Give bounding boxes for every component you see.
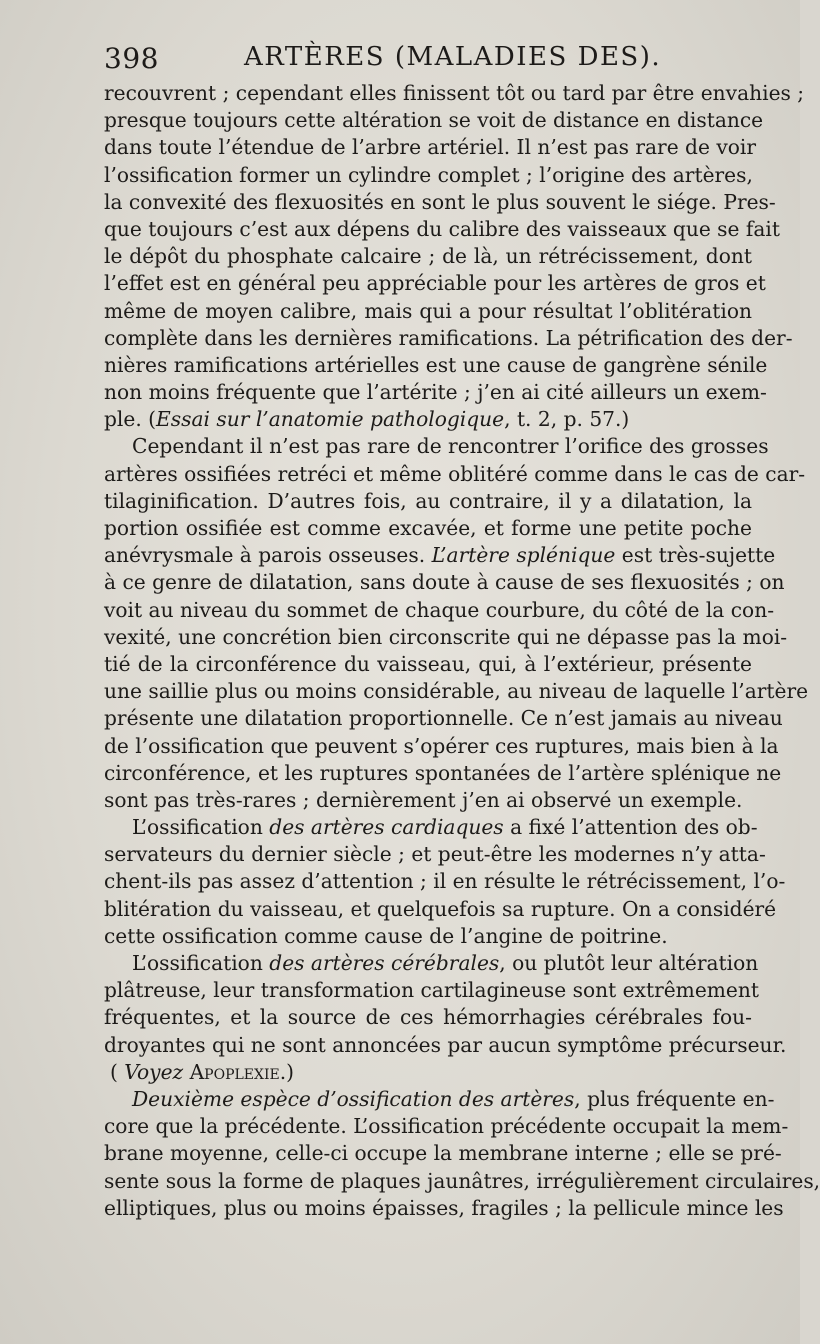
text-line: l’ossification former un cylindre complet ; l’origine des artères, [104, 162, 753, 187]
text-line: la convexité des flexuosités en sont le plus souvent le siége. Pres- [104, 189, 776, 214]
text-line: dans toute l’étendue de l’arbre artériel. Il n’est pas rare de voir [104, 135, 757, 160]
text-line: même de moyen calibre, mais qui a pour résultat l’oblitération [104, 298, 752, 323]
paragraph-start: Cependant il n’est pas rare de rencontrer l’orifice des grosses [132, 434, 769, 459]
text-line: plâtreuse, leur transformation cartilagineuse sont extrêmement [104, 978, 759, 1003]
running-head: ARTÈRES (MALADIES DES). [244, 42, 662, 72]
text-line: portion ossifiée est comme excavée, et forme une petite poche [104, 516, 752, 540]
text-line: artères ossifiées retréci et même oblitéré comme dans le cas de car- [104, 461, 806, 486]
text-line: sont pas très-rares ; dernièrement j’en ai observé un exemple. [104, 787, 743, 812]
italic-term: L’artère splénique [431, 543, 616, 568]
text-line: ple. (Essai sur l’anatomie pathologique, t. 2, p. 57.) [104, 407, 630, 432]
text-line: core que la précédente. L’ossification précédente occupait la mem- [104, 1114, 789, 1139]
citation-title: Essai sur l’anatomie pathologique [156, 407, 505, 432]
text-line: fréquentes, et la source de ces hémorrhagies cérébrales fou- [104, 1005, 752, 1030]
text-line: chent-ils pas assez d’attention ; il en résulte le rétrécissement, l’o- [104, 869, 786, 894]
text-line: à ce genre de dilatation, sans doute à cause de ses flexuosités ; on [104, 570, 785, 595]
cross-reference: ( Voyez Apoplexie.) [110, 1059, 295, 1084]
text-line: cette ossification comme cause de l’angine de poitrine. [104, 923, 668, 948]
text-line: nières ramifications artérielles est une cause de gangrène sénile [104, 352, 768, 377]
paragraph-start: Deuxième espèce d’ossification des artères, plus fréquente en- [132, 1086, 775, 1111]
body-text [104, 80, 820, 1222]
page-header [104, 36, 754, 80]
text-line: anévrysmale à parois osseuses. L’artère splénique est très-sujette [104, 543, 776, 568]
page-number: 398 [104, 42, 159, 75]
text-line: sente sous la forme de plaques jaunâtres, irrégulièrement circulaires, [104, 1168, 820, 1193]
text-line: droyantes qui ne sont annoncées par aucun symptôme précurseur. [104, 1032, 787, 1057]
text-line: que toujours c’est aux dépens du calibre des vaisseaux que se fait [104, 216, 780, 241]
paragraph-start: L’ossification des artères cérébrales, ou plutôt leur altération [132, 951, 759, 975]
text-line: une saillie plus ou moins considérable, au niveau de laquelle l’artère [104, 679, 809, 704]
text-line: présente une dilatation proportionnelle. Ce n’est jamais au niveau [104, 706, 783, 731]
text-line: non moins fréquente que l’artérite ; j’en ai cité ailleurs un exem- [104, 380, 767, 405]
italic-term: des artères cardiaques [269, 815, 504, 840]
text-line: tié de la circonférence du vaisseau, qui, à l’extérieur, présente [104, 651, 752, 676]
text-line: vexité, une concrétion bien circonscrite qui ne dépasse pas la moi- [104, 624, 788, 649]
text-line: brane moyenne, celle-ci occupe la membrane interne ; elle se pré- [104, 1141, 782, 1166]
italic-heading: Deuxième espèce d’ossification des artères [132, 1086, 575, 1111]
text-line: tilaginification. D’autres fois, au contraire, il y a dilatation, la [104, 488, 752, 513]
text-line: presque toujours cette altération se voit de distance en distance [104, 108, 764, 133]
text-line: de l’ossification que peuvent s’opérer ces ruptures, mais bien à la [104, 733, 779, 758]
text-line: recouvrent ; cependant elles finissent tôt ou tard par être envahies ; [104, 81, 805, 105]
text-line: blitération du vaisseau, et quelquefois sa rupture. On a considéré [104, 896, 777, 921]
text-line: l’effet est en général peu appréciable pour les artères de gros et [104, 271, 766, 296]
text-line: servateurs du dernier siècle ; et peut-être les modernes n’y atta- [104, 842, 766, 867]
text-line: elliptiques, plus ou moins épaisses, fragiles ; la pellicule mince les [104, 1195, 784, 1220]
text-line: circonférence, et les ruptures spontanées de l’artère splénique ne [104, 760, 782, 785]
text-line: le dépôt du phosphate calcaire ; de là, un rétrécissement, dont [104, 244, 752, 269]
text-line: voit au niveau du sommet de chaque courbure, du côté de la con- [104, 597, 775, 622]
text-line: complète dans les dernières ramifications. La pétrification des der- [104, 325, 793, 350]
paragraph-start: L’ossification des artères cardiaques a fixé l’attention des ob- [132, 815, 758, 840]
italic-term: des artères cérébrales [269, 951, 500, 975]
